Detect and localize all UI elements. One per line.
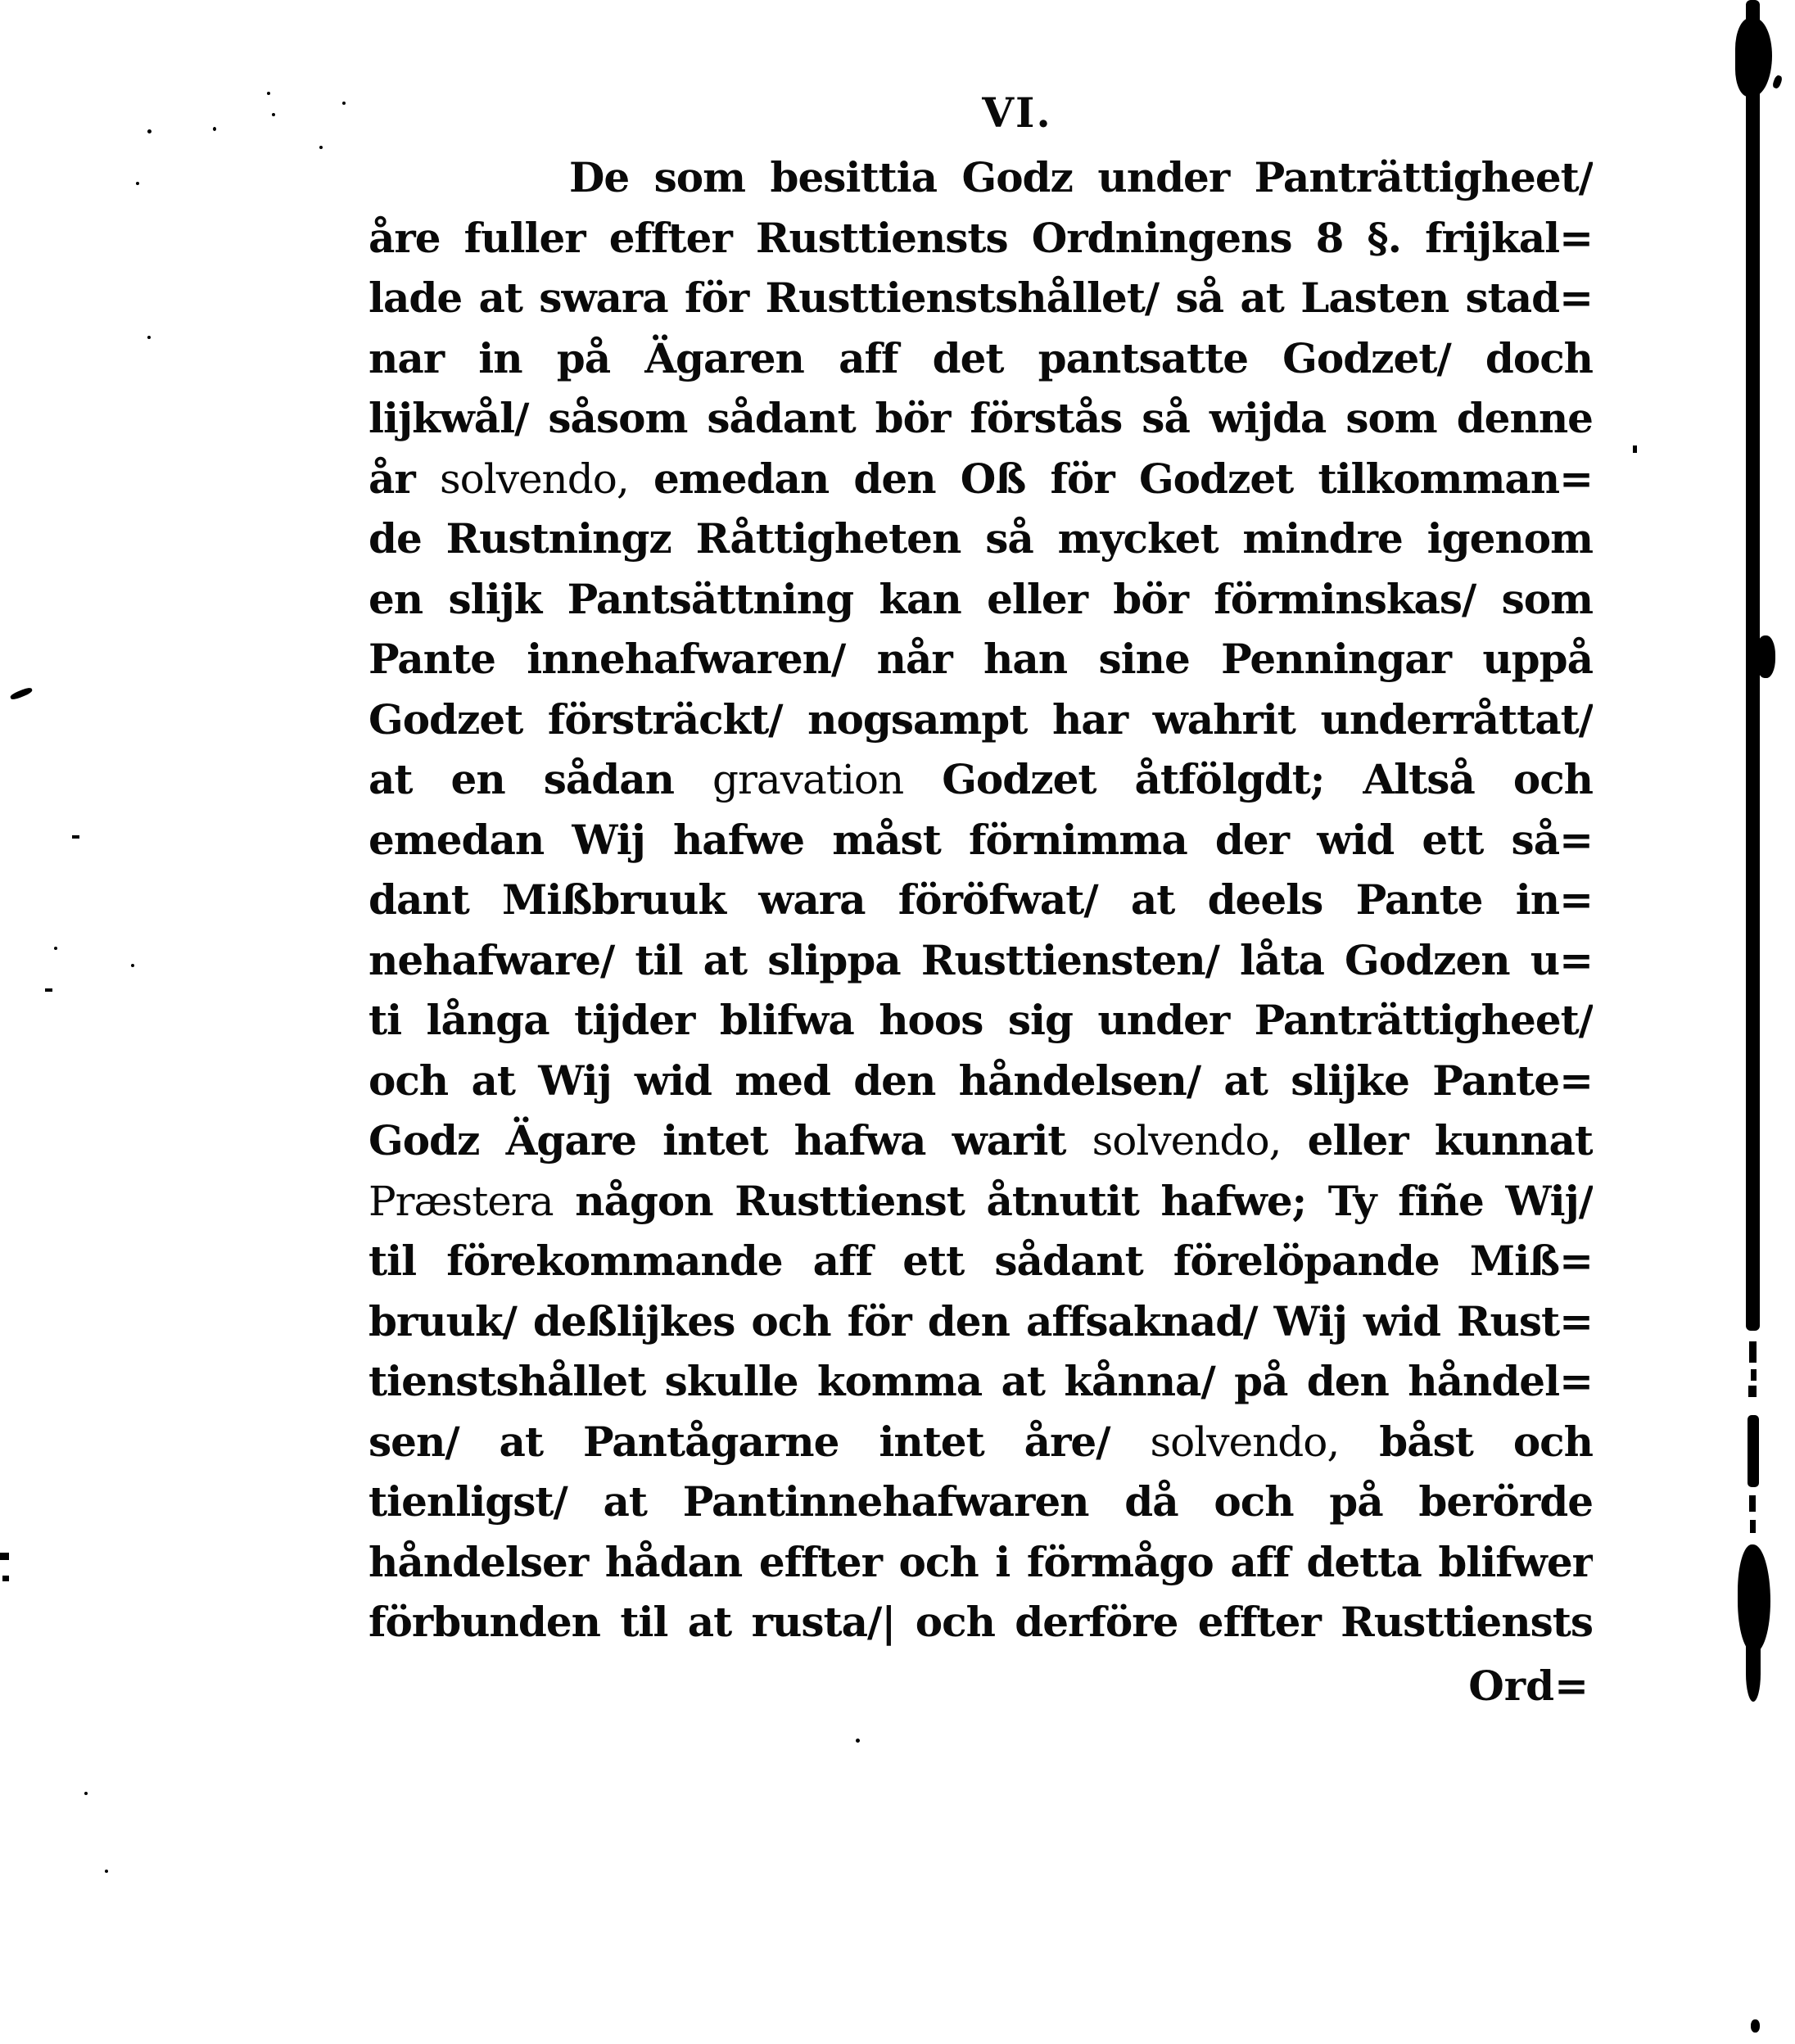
- text-segment-antiqua: gravation: [712, 756, 904, 803]
- text-segment-fraktur: at en sådan: [368, 755, 712, 803]
- text-segment-fraktur: Godzet åtfölgdt; Altså och: [903, 755, 1593, 803]
- text-segment-fraktur: en slijk Pantsättning kan eller bör förminskas/ som: [368, 574, 1593, 623]
- text-segment-fraktur: åre fuller effter Rusttiensts Ordningens 8 §. frijkal=: [368, 213, 1593, 262]
- ink-speck: [1633, 445, 1637, 453]
- scan-artifact-bar-segment: [1748, 1415, 1759, 1487]
- text-line: [368, 690, 1593, 750]
- ink-speck: [319, 146, 323, 149]
- text-line: [368, 749, 1593, 810]
- text-segment-fraktur: nar in på Ägaren aff det pantsatte Godzet/ doch: [368, 333, 1593, 382]
- text-line: [368, 1051, 1593, 1111]
- text-block: [368, 147, 1593, 1653]
- text-segment-antiqua: solvendo,: [1150, 1418, 1340, 1466]
- ink-speck: [2, 1576, 9, 1581]
- ink-speck: [272, 113, 275, 116]
- ink-speck: [72, 835, 79, 839]
- scan-artifact-dash: [1751, 1369, 1757, 1381]
- text-line: [368, 990, 1593, 1051]
- scan-artifact-blob: [1756, 635, 1775, 678]
- text-segment-antiqua: solvendo,: [439, 454, 629, 503]
- text-line: [368, 449, 1593, 509]
- text-line: [368, 1171, 1593, 1232]
- text-line: [368, 629, 1593, 690]
- text-line: [368, 569, 1593, 630]
- text-line: [368, 509, 1593, 569]
- text-line: [368, 1592, 1593, 1653]
- scan-artifact-dash: [1749, 1495, 1756, 1512]
- scan-artifact-blob: [1735, 18, 1772, 97]
- text-segment-fraktur: Pante innehafwaren/ når han sine Penningar uppå: [368, 635, 1593, 683]
- text-line: [368, 870, 1593, 930]
- text-segment-fraktur: sen/ at Pantågarne intet åre/: [368, 1417, 1151, 1466]
- ink-speck: [342, 102, 346, 105]
- text-segment-fraktur: tienligst/ at Pantinnehafwaren då och på berörde: [368, 1477, 1593, 1526]
- text-segment-fraktur: Godzet försträckt/ nogsampt har wahrit underråttat/: [368, 694, 1593, 744]
- scan-artifact-dash: [1749, 1341, 1757, 1363]
- text-segment-fraktur: och at Wij wid med den håndelsen/ at slijke Pante=: [368, 1056, 1593, 1105]
- ink-speck: [54, 947, 57, 950]
- scan-artifact-blob: [1746, 1646, 1761, 1702]
- text-line: [368, 810, 1593, 871]
- text-line: [368, 1472, 1593, 1532]
- text-segment-fraktur: De som besittia Godz under Panträttigheet/: [569, 153, 1593, 201]
- text-segment-fraktur: til förekommande aff ett sådant förelöpande Miß=: [368, 1237, 1593, 1285]
- text-line: [368, 930, 1593, 991]
- scan-artifact-tick: [1772, 75, 1784, 89]
- text-line: [368, 1351, 1593, 1412]
- text-segment-fraktur: båst och: [1339, 1417, 1593, 1466]
- ink-speck: [147, 129, 151, 133]
- text-segment-fraktur: någon Rusttienst åtnutit hafwe; Ty fiñe Wij/: [553, 1176, 1593, 1225]
- ink-speck: [84, 1792, 88, 1795]
- text-line: [368, 1532, 1593, 1593]
- page-number-heading: VI.: [982, 88, 1052, 137]
- text-line: [368, 388, 1593, 449]
- text-segment-fraktur: lade at swara för Rusttienstshållet/ så at Lasten stad=: [368, 274, 1593, 322]
- text-segment-fraktur: bruuk/ deßlijkes och för den affsaknad/ Wij wid Rust=: [368, 1296, 1593, 1345]
- text-line: [368, 1412, 1593, 1472]
- text-segment-fraktur: emedan Wij hafwe måst förnimma der wid ett så=: [368, 815, 1593, 864]
- ink-speck: [267, 92, 270, 95]
- ink-speck: [856, 1739, 860, 1743]
- text-segment-fraktur: Godz Ägare intet hafwa warit: [368, 1116, 1092, 1164]
- text-segment-fraktur: ti långa tijder blifwa hoos sig under Panträttigheet/: [368, 996, 1593, 1044]
- text-line: [368, 268, 1593, 328]
- text-segment-antiqua: solvendo,: [1092, 1117, 1282, 1164]
- ink-speck: [136, 182, 139, 185]
- catchword: Ord=: [1468, 1662, 1589, 1710]
- text-line: [368, 147, 1593, 208]
- ink-speck: [0, 1553, 9, 1560]
- text-line: [368, 1110, 1593, 1171]
- text-line: [368, 1231, 1593, 1291]
- ink-speck: [10, 686, 34, 701]
- text-segment-fraktur: tienstshållet skulle komma at kånna/ på den håndel=: [368, 1357, 1593, 1405]
- scan-artifact-blob: [1738, 1544, 1770, 1653]
- text-segment-fraktur: dant Mißbruuk wara föröfwat/ at deels Pante in=: [368, 875, 1593, 924]
- text-segment-fraktur: håndelser hådan effter och i förmågo aff detta blifwer: [368, 1537, 1593, 1586]
- ink-speck: [45, 988, 52, 992]
- text-line: [368, 1291, 1593, 1352]
- text-segment-fraktur: lijkwål/ såsom sådant bör förstås så wijda som denne: [368, 394, 1593, 442]
- ink-speck: [213, 127, 216, 131]
- text-segment-fraktur: de Rustningz Råttigheten så mycket mindre igenom: [368, 514, 1593, 563]
- text-segment-fraktur: eller kunnat: [1281, 1116, 1593, 1164]
- text-segment-antiqua: Præstera: [368, 1177, 554, 1225]
- text-line: [368, 208, 1593, 269]
- text-segment-fraktur: år: [368, 454, 440, 503]
- scan-artifact-dot: [1751, 2019, 1760, 2033]
- text-segment-fraktur: emedan den Oß för Godzet tilkomman=: [628, 454, 1593, 503]
- text-segment-fraktur: nehafware/ til at slippa Rusttiensten/ låta Godzen u=: [368, 935, 1593, 984]
- scan-artifact-dash: [1748, 1386, 1757, 1397]
- scan-artifact-dash: [1750, 1520, 1756, 1533]
- ink-speck: [131, 964, 134, 967]
- ink-speck: [147, 336, 151, 339]
- ink-speck: [105, 1870, 108, 1873]
- text-line: [368, 328, 1593, 389]
- text-segment-fraktur: förbunden til at rusta/| och derföre effter Rusttiensts: [368, 1598, 1593, 1646]
